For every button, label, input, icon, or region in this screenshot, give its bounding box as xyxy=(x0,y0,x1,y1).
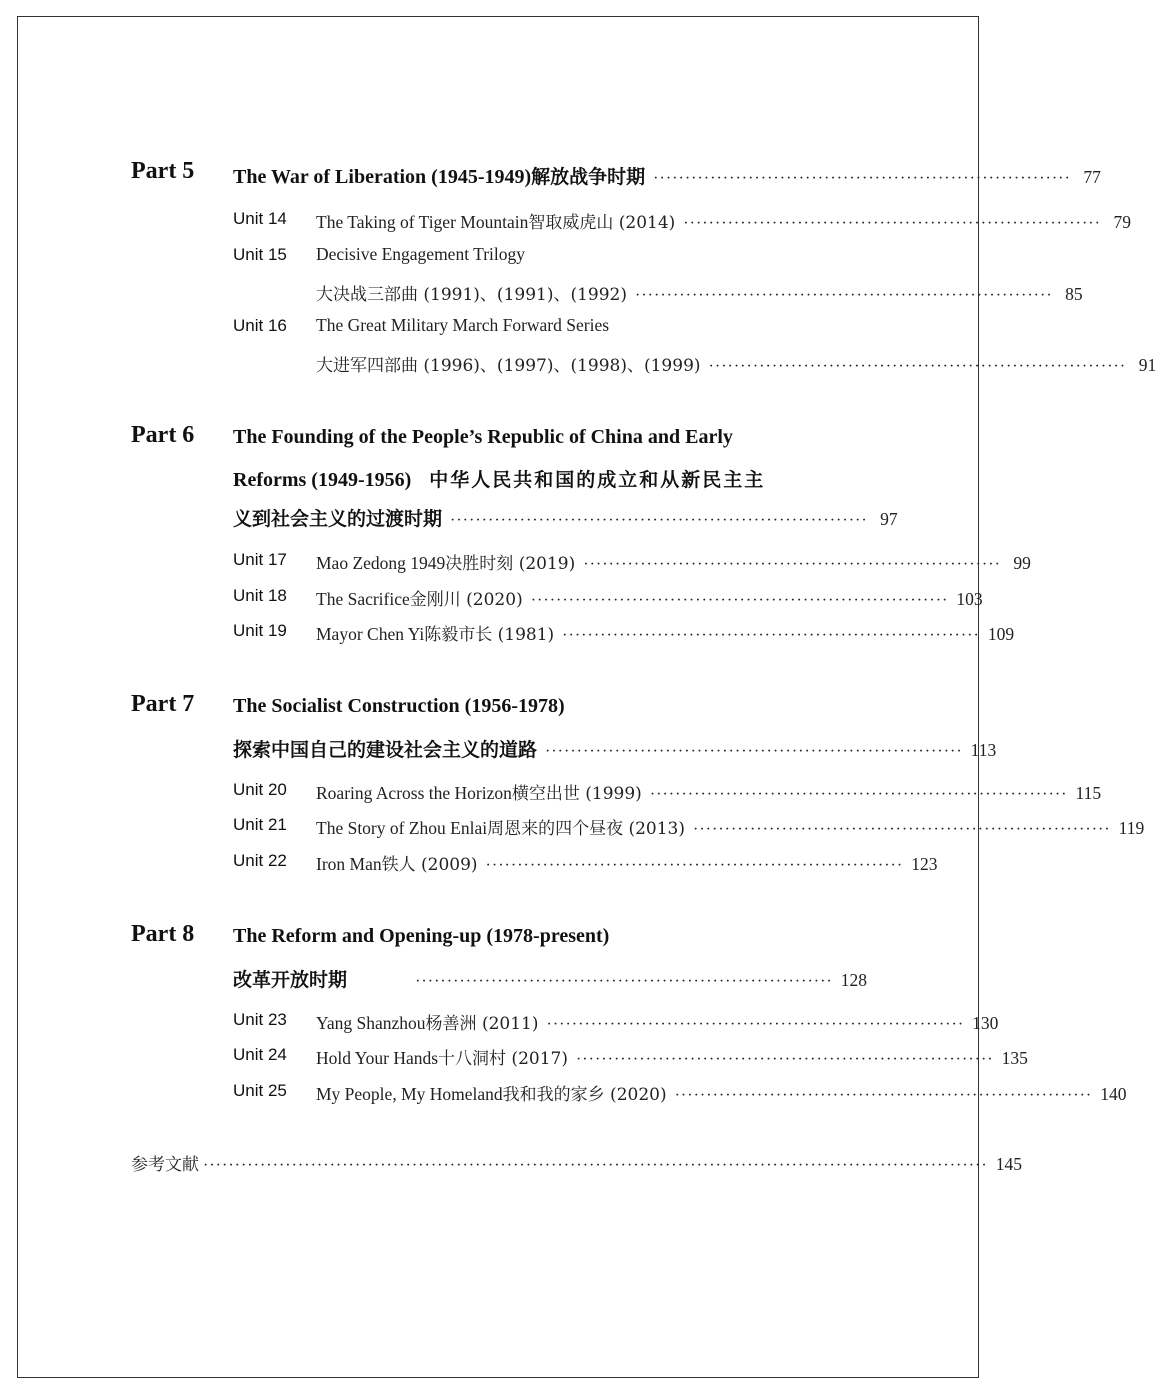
unit-title-zh: 横空出世 (1999) xyxy=(511,784,642,804)
page-number: 123 xyxy=(911,854,938,874)
dot-leader: ·································································· xyxy=(583,556,1001,573)
dot-leader: ···························································································································· xyxy=(203,1157,988,1174)
unit-title-en: The Taking of Tiger Mountain xyxy=(316,212,529,232)
unit-entry[interactable] xyxy=(316,585,983,610)
unit-entry[interactable] xyxy=(316,779,1102,804)
part-title-line[interactable] xyxy=(233,504,898,531)
unit-label: Unit 24 xyxy=(233,1045,287,1064)
part-title-en: Reforms (1949-1956) xyxy=(233,469,412,491)
unit-title-en: Decisive Engagement Trilogy xyxy=(316,244,526,264)
unit-title-zh: 大决战三部曲 (1991)、(1991)、(1992) xyxy=(316,285,627,305)
page-number: 135 xyxy=(1001,1048,1028,1068)
part-title-zh: 中华人民共和国的成立和从新民主主 xyxy=(429,469,766,491)
unit-entry[interactable] xyxy=(316,315,867,336)
part-title-line[interactable] xyxy=(233,695,867,718)
unit-title-en: The Story of Zhou Enlai xyxy=(316,818,488,838)
page-number: 79 xyxy=(1113,212,1131,232)
dot-leader: ·································································· xyxy=(415,973,833,990)
unit-title-en: Hold Your Hands xyxy=(316,1048,439,1068)
part-title-line[interactable] xyxy=(233,965,867,992)
unit-label: Unit 23 xyxy=(233,1010,287,1029)
unit-entry[interactable] xyxy=(316,208,1131,233)
unit-title-zh: 我和我的家乡 (2020) xyxy=(502,1085,667,1105)
unit-entry[interactable] xyxy=(316,244,867,265)
dot-leader: ·································································· xyxy=(530,592,949,609)
part-number: Part 5 xyxy=(131,158,195,184)
page-number: 77 xyxy=(1083,167,1101,187)
page-number: 128 xyxy=(840,970,867,990)
part-title-en: The Socialist Construction (1956-1978) xyxy=(233,695,565,717)
unit-title-en: My People, My Homeland xyxy=(316,1084,503,1104)
unit-title-en: Yang Shanzhou xyxy=(316,1013,426,1033)
dot-leader: ·································································· xyxy=(683,215,1101,232)
part-title-zh: 探索中国自己的建设社会主义的道路 xyxy=(233,739,538,761)
page-number: 109 xyxy=(987,624,1015,644)
part-title-en: The War of Liberation (1945-1949) xyxy=(233,166,532,188)
dot-leader: ·································································· xyxy=(546,1016,965,1033)
page-number: 145 xyxy=(995,1154,1022,1174)
dot-leader: ·································································· xyxy=(562,627,980,644)
part-title-zh: 解放战争时期 xyxy=(531,166,646,188)
unit-title-zh: 决胜时刻 (2019) xyxy=(445,554,576,574)
unit-label: Unit 25 xyxy=(233,1081,287,1100)
unit-title-zh: 大进军四部曲 (1996)、(1997)、(1998)、(1999) xyxy=(316,356,701,376)
unit-title-zh: 智取威虎山 (2014) xyxy=(528,213,676,233)
unit-entry[interactable] xyxy=(316,1009,999,1034)
unit-title-zh: 陈毅市长 (1981) xyxy=(424,625,555,645)
part-number: Part 7 xyxy=(131,691,195,717)
dot-leader: ·································································· xyxy=(545,743,963,760)
dot-leader: ·································································· xyxy=(653,170,1071,187)
unit-label: Unit 19 xyxy=(233,621,287,640)
unit-title-en: Iron Man xyxy=(316,854,382,874)
page-number: 115 xyxy=(1075,783,1102,803)
part-number: Part 8 xyxy=(131,921,195,947)
unit-label: Unit 21 xyxy=(233,815,287,834)
part-title-line[interactable] xyxy=(233,925,867,948)
unit-entry[interactable] xyxy=(316,620,1015,645)
unit-title-en: The Sacrifice xyxy=(316,589,410,609)
unit-entry-continued[interactable] xyxy=(316,351,1156,376)
unit-title-zh: 十八洞村 (2017) xyxy=(438,1049,568,1069)
page-number: 140 xyxy=(1100,1084,1127,1104)
unit-label: Unit 14 xyxy=(233,209,287,228)
dot-leader: ·································································· xyxy=(575,1051,994,1068)
dot-leader: ·································································· xyxy=(485,857,904,874)
part-title-en: The Founding of the People’s Republic of China and Early xyxy=(233,426,733,448)
dot-leader: ·································································· xyxy=(635,287,1053,304)
unit-label: Unit 16 xyxy=(233,316,287,335)
unit-label: Unit 20 xyxy=(233,780,287,799)
dot-leader: ·································································· xyxy=(674,1087,1093,1104)
references-entry[interactable] xyxy=(131,1150,1022,1175)
part-title-zh: 改革开放时期 xyxy=(233,969,348,991)
unit-entry[interactable] xyxy=(316,814,1145,839)
unit-entry[interactable] xyxy=(316,850,938,875)
part-title-line[interactable] xyxy=(233,465,867,492)
unit-title-en: Mao Zedong 1949 xyxy=(316,553,446,573)
unit-entry[interactable] xyxy=(316,1044,1028,1069)
page-number: 113 xyxy=(970,740,997,760)
part-title-line[interactable] xyxy=(233,735,997,762)
unit-title-en: Mayor Chen Yi xyxy=(316,624,425,644)
page-number: 130 xyxy=(972,1013,999,1033)
part-title-line[interactable] xyxy=(233,426,867,449)
unit-entry-continued[interactable] xyxy=(316,280,1083,305)
page-number: 97 xyxy=(880,509,898,529)
unit-entry[interactable] xyxy=(316,1080,1127,1105)
part-title-zh: 义到社会主义的过渡时期 xyxy=(233,508,443,530)
unit-label: Unit 22 xyxy=(233,851,287,870)
page-number: 91 xyxy=(1138,355,1156,375)
dot-leader: ·································································· xyxy=(450,512,868,529)
dot-leader: ·································································· xyxy=(708,358,1127,375)
unit-label: Unit 18 xyxy=(233,586,287,605)
page-number: 85 xyxy=(1065,284,1083,304)
unit-title-zh: 铁人 (2009) xyxy=(381,855,478,875)
references-label: 参考文献 xyxy=(131,1155,199,1175)
dot-leader: ·································································· xyxy=(649,786,1068,803)
part-title-en: The Reform and Opening-up (1978-present) xyxy=(233,925,610,947)
unit-title-en: The Great Military March Forward Series xyxy=(316,315,610,335)
unit-title-zh: 周恩来的四个昼夜 (2013) xyxy=(487,819,686,839)
unit-title-en: Roaring Across the Horizon xyxy=(316,783,512,803)
page-number: 99 xyxy=(1013,553,1031,573)
page-number: 119 xyxy=(1118,818,1145,838)
unit-entry[interactable] xyxy=(316,549,1031,574)
dot-leader: ·································································· xyxy=(693,821,1111,838)
part-number: Part 6 xyxy=(131,422,195,448)
unit-title-zh: 杨善洲 (2011) xyxy=(425,1014,539,1034)
page-number: 103 xyxy=(956,589,983,609)
unit-label: Unit 17 xyxy=(233,550,287,569)
unit-title-zh: 金刚川 (2020) xyxy=(409,590,523,610)
part-title-line[interactable] xyxy=(233,162,1101,189)
unit-label: Unit 15 xyxy=(233,245,287,264)
